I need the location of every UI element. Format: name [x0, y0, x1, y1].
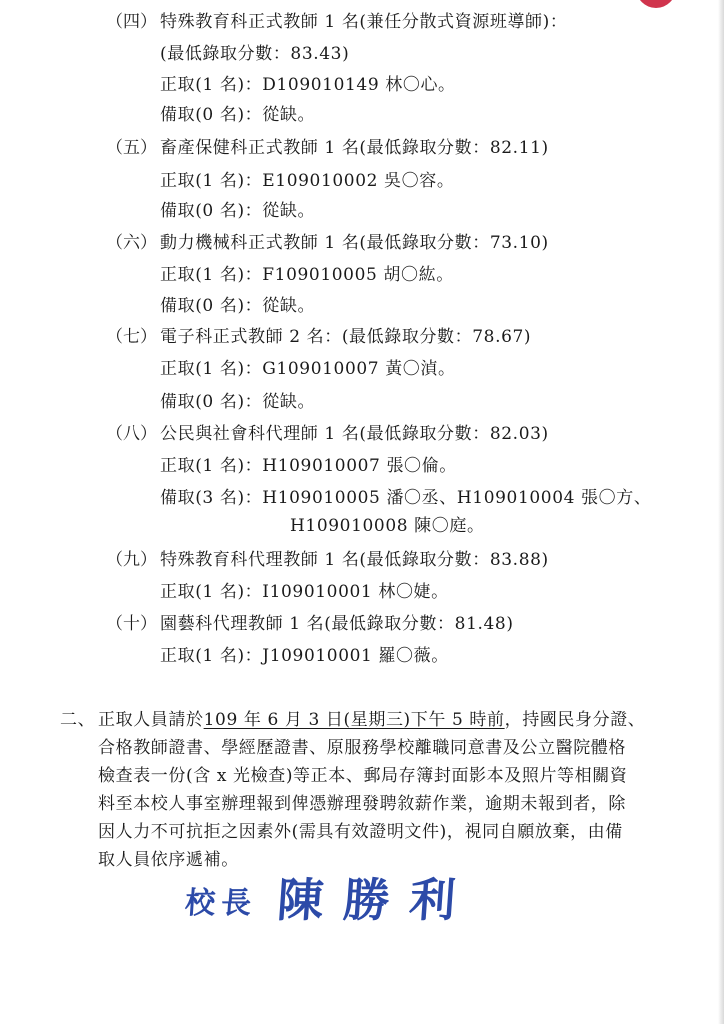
item-waitlist: 備取(0 名)：從缺。 — [160, 105, 316, 125]
item-heading: 園藝科代理教師 1 名(最低錄取分數：81.48) — [160, 614, 514, 634]
notice-text: 合格教師證書、學經歷證書、原服務學校離職同意書及公立醫院體格 — [98, 738, 626, 758]
notice-text: 料至本校人事室辦理報到俾憑辦理發聘敘薪作業，逾期未報到者，除 — [98, 794, 626, 814]
item-admitted: 正取(1 名)：D109010149 林〇心。 — [160, 75, 456, 95]
scan-edge — [718, 0, 724, 1024]
item-heading: 特殊教育科代理教師 1 名(最低錄取分數：83.88) — [160, 550, 549, 570]
item-heading: 公民與社會科代理師 1 名(最低錄取分數：82.03) — [160, 424, 549, 444]
notice-text: 檢查表一份(含 x 光檢查)等正本、郵局存簿封面影本及照片等相關資 — [98, 766, 628, 786]
item-number: （七） — [106, 327, 157, 347]
item-number: （六） — [106, 233, 157, 253]
item-number: （九） — [106, 550, 157, 570]
item-admitted: 正取(1 名)：G109010007 黃〇湞。 — [160, 359, 456, 379]
item-heading: 動力機械科正式教師 1 名(最低錄取分數：73.10) — [160, 233, 549, 253]
principal-signature-stamp — [183, 862, 488, 927]
item-number: （十） — [106, 614, 157, 634]
item-admitted: 正取(1 名)：F109010005 胡〇紘。 — [160, 265, 454, 285]
notice-line — [60, 762, 680, 790]
item-admitted: 正取(1 名)：E109010002 吳〇容。 — [160, 171, 455, 191]
item-heading: 畜產保健科正式教師 1 名(最低錄取分數：82.11) — [160, 138, 549, 158]
notice-text: 取人員依序遞補。 — [98, 850, 239, 870]
notice-text: 因人力不可抗拒之因素外(需具有效證明文件)，視同自願放棄，由備 — [98, 822, 623, 842]
item-waitlist: 備取(0 名)：從缺。 — [160, 392, 316, 412]
signature-title: 校長 — [183, 886, 259, 921]
section-label: 二、 — [60, 710, 96, 730]
item-waitlist-continued: H109010008 陳〇庭。 — [290, 516, 485, 536]
item-waitlist: 備取(0 名)：從缺。 — [160, 296, 316, 316]
item-number: （五） — [106, 138, 157, 158]
item-number: （四） — [106, 12, 157, 32]
item-waitlist: 備取(0 名)：從缺。 — [160, 201, 316, 221]
notice-line — [60, 818, 680, 846]
report-deadline: 109 年 6 月 3 日(星期三)下午 5 時前 — [203, 710, 505, 730]
item-waitlist: 備取(3 名)：H109010005 潘〇丞、H109010004 張〇方、 — [160, 488, 652, 508]
item-admitted: 正取(1 名)：H109010007 張〇倫。 — [160, 456, 457, 476]
section-2-notice — [60, 706, 680, 874]
item-number: （八） — [106, 424, 157, 444]
item-admitted: 正取(1 名)：I109010001 林〇婕。 — [160, 582, 449, 602]
notice-line — [60, 706, 680, 734]
notice-line — [60, 734, 680, 762]
item-min-score: (最低錄取分數：83.43) — [160, 44, 350, 64]
red-seal-stamp — [636, 0, 676, 8]
item-heading: 電子科正式教師 2 名：(最低錄取分數：78.67) — [160, 327, 532, 347]
item-admitted: 正取(1 名)：J109010001 羅〇薇。 — [160, 646, 449, 666]
notice-line — [60, 790, 680, 818]
signature-name: 陳勝利 — [275, 873, 478, 927]
notice-text: ，持國民身分證、 — [504, 710, 646, 730]
notice-text: 正取人員請於 — [98, 710, 204, 730]
item-heading: 特殊教育科正式教師 1 名(兼任分散式資源班導師)： — [160, 12, 568, 32]
